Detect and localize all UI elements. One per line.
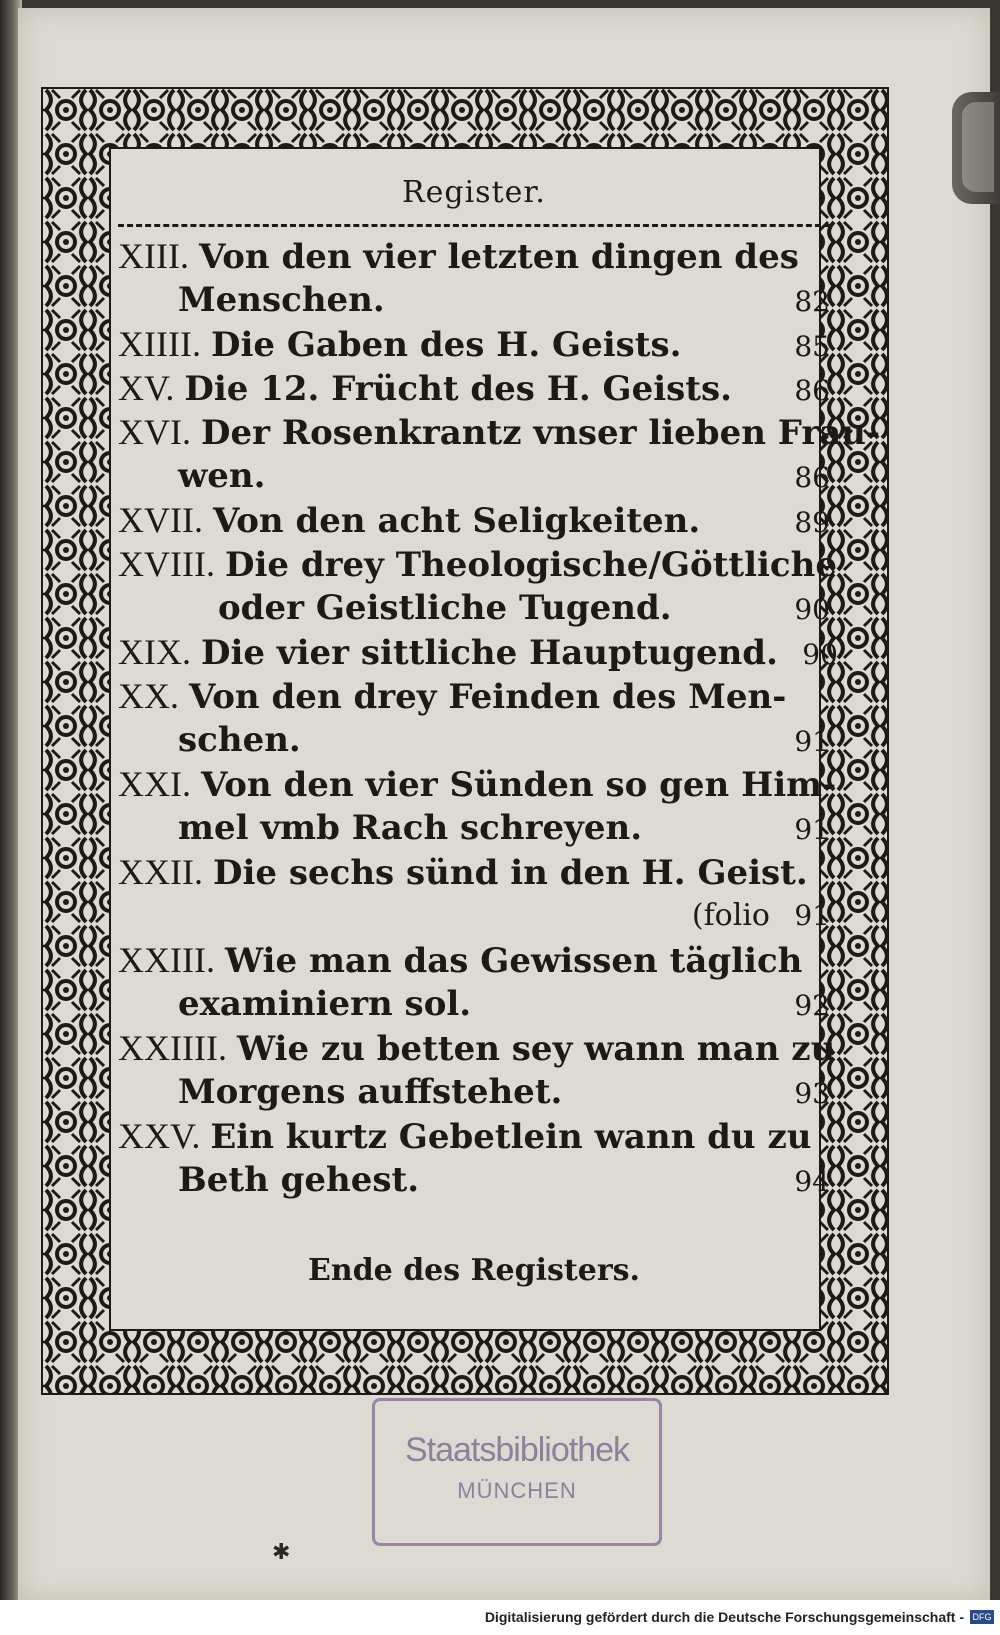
entry-continuation-line [118,1161,830,1205]
entry-page-number: 90 [794,593,830,626]
entry-line [118,677,830,721]
dfg-logo-icon: DFG [970,1610,994,1624]
register-entry [118,1117,830,1205]
register-entry [118,412,881,501]
entry-page-number: 94 [794,1165,830,1198]
entry-title: mel vmb Rach schreyen. [178,808,643,848]
entry-title: Wie man das Gewissen täglich [224,941,803,981]
entry-number: XVIII. [118,544,215,584]
star-mark: ✱ [272,1540,291,1565]
entry-page-number: 91 [794,899,830,932]
entry-continuation-line [118,809,830,853]
entry-page-number: 85 [794,330,830,363]
entry-title: wen. [178,456,266,496]
entry-continuation-line [118,1073,830,1117]
register-entry [118,941,830,1029]
entry-title: Von den vier Sünden so gen Him- [200,765,837,805]
entry-line [118,1028,836,1073]
register-entry [118,632,838,677]
entry-title: Von den drey Feinden des Men- [189,677,787,717]
page-header: Register. [402,175,546,210]
entry-page-number: 90 [802,638,838,671]
register-entry [118,501,830,545]
end-of-register: Ende des Registers. [308,1253,640,1288]
entry-title: oder Geistliche Tugend. [218,588,672,628]
register-entry [118,1028,836,1117]
entry-page-number: 91 [794,725,830,758]
entry-page-number: 92 [794,989,830,1022]
register-entry [118,369,830,413]
entry-line [118,369,830,413]
entry-continuation-line [118,457,830,501]
entry-number: XIII. [118,236,189,276]
entry-page-number: 89 [794,506,830,539]
entry-continuation-line [118,281,830,325]
entry-page-number: 91 [794,813,830,846]
entry-page-number: 86 [794,374,830,407]
register-entry [118,237,830,325]
entry-number: XXV. [118,1116,201,1156]
entry-number: XIX. [118,632,191,672]
entry-line [118,764,837,809]
entry-title: examiniern sol. [178,984,472,1024]
entry-title: Die 12. Frücht des H. Geists. [184,369,732,409]
entry-number: XVI. [118,412,191,452]
entry-line [118,544,837,589]
entry-line [118,632,838,677]
entry-title: Menschen. [178,280,385,320]
stamp-line-1: Staatsbibliothek [404,1431,630,1469]
entry-line [118,237,830,281]
entry-number: XXII. [118,852,203,892]
header-rule [118,224,830,227]
entry-page-number: 93 [794,1077,830,1110]
library-stamp [372,1398,662,1546]
entry-title: schen. [178,720,301,760]
entry-continuation-line [118,721,830,765]
entry-number: XV. [118,368,175,408]
entry-number: XXIII. [118,940,215,980]
entry-line [118,325,830,369]
entry-title: (folio [691,898,770,933]
register-entry [118,677,830,765]
register-entry [118,853,830,941]
entry-title: Von den acht Seligkeiten. [212,501,701,541]
entry-title: Die drey Theologische/Göttliche [224,545,837,585]
entry-number: XX. [118,676,179,716]
entry-page-number: 86 [794,461,830,494]
entry-line [118,1117,830,1161]
entry-continuation-line [118,985,830,1029]
entry-title: Der Rosenkrantz vnser lieben Frau- [200,413,881,453]
register-content [118,170,881,1288]
digitization-footer [0,1600,1000,1635]
entry-number: XVII. [118,500,203,540]
entry-line [118,853,830,897]
register-entry [118,325,830,369]
entry-line [118,501,830,545]
entry-line [118,941,830,985]
entry-title: Morgens auffstehet. [178,1072,563,1112]
entry-number: XXIIII. [118,1028,227,1068]
stamp-line-2: MÜNCHEN [457,1478,577,1503]
entry-number: XXI. [118,764,191,804]
entry-title: Die sechs sünd in den H. Geist. [212,853,808,893]
entry-title: Beth gehest. [178,1160,420,1200]
entry-number: XIIII. [118,324,201,364]
register-entry [118,764,837,853]
entry-title: Die Gaben des H. Geists. [210,325,682,365]
register-entry [118,544,837,633]
entry-title: Ein kurtz Gebetlein wann du zu [210,1117,812,1157]
entry-title: Die vier sittliche Hauptugend. [200,633,778,673]
entry-continuation-line [118,589,830,633]
footer-text: Digitalisierung gefördert durch die Deutsche Forschungsgemeinschaft - [484,1609,964,1625]
entry-line [118,412,881,457]
entry-title: Von den vier letzten dingen des [198,237,799,277]
entry-title: Wie zu betten sey wann man zu [236,1029,836,1069]
entry-page-number: 82 [794,285,830,318]
entry-continuation-line [118,897,830,941]
register-entries [118,236,881,1205]
